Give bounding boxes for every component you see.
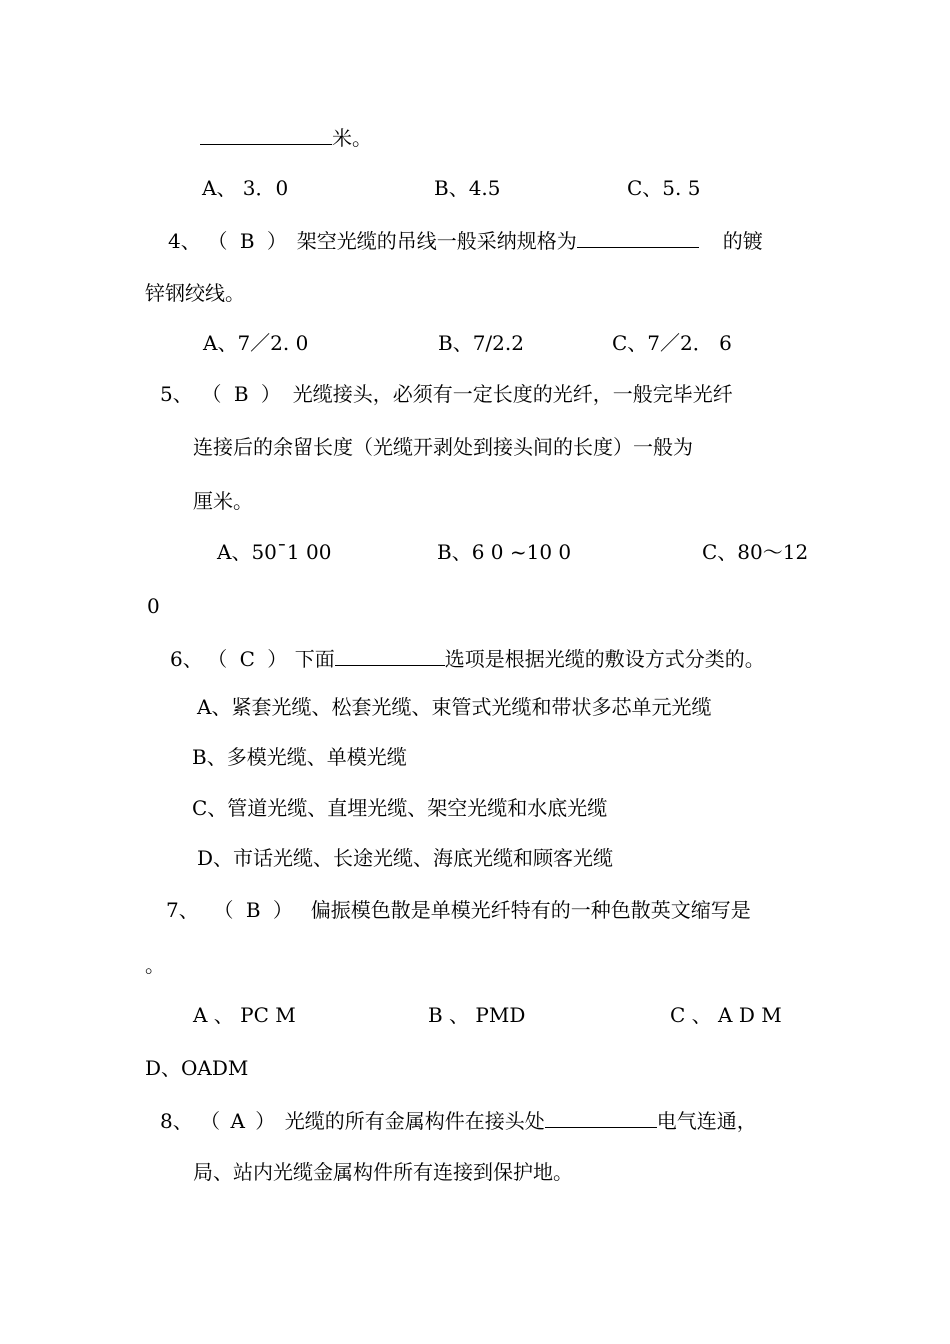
q6-answer: （ C ） <box>207 647 291 671</box>
q5-option-c-overflow: 0 <box>147 594 160 618</box>
q5-option-b: B、6 0 ~10 0 <box>437 540 572 564</box>
q6-option-b: B、多模光缆、单模光缆 <box>192 745 407 769</box>
q7-option-c: C 、 A D M <box>670 1003 782 1027</box>
q3-option-c: C、5. 5 <box>627 176 701 200</box>
q4-option-b: B、7/2.2 <box>438 331 524 355</box>
q8-answer-blank <box>545 1109 657 1128</box>
q4-option-c: C、7／2． 6 <box>612 331 732 355</box>
q3-option-b: B、4.5 <box>434 176 501 200</box>
q7-answer: （ B ） <box>213 898 296 922</box>
q4-stem-c: 锌钢绞线。 <box>145 281 245 305</box>
q3-tail-line <box>200 126 372 148</box>
q6-option-a: A、紧套光缆、松套光缆、束管式光缆和带状多芯单元光缆 <box>197 695 712 719</box>
q6-stem-a: 下面 <box>294 647 335 671</box>
q3-tail: 米。 <box>332 126 372 150</box>
q7-stem-a: 偏振模色散是单模光纤特有的一种色散英文缩写是 <box>310 898 751 922</box>
q5-stem-b: 连接后的余留长度（光缆开剥处到接头间的长度）一般为 <box>193 435 693 459</box>
q4-answer-blank <box>577 229 699 248</box>
q7-option-a: A 、 PC M <box>193 1003 296 1027</box>
q6-stem-b: 选项是根据光缆的敷设方式分类的。 <box>444 647 765 671</box>
q6-option-c: C、管道光缆、直埋光缆、架空光缆和水底光缆 <box>192 796 608 820</box>
q8-stem-b: 电气连通， <box>656 1109 757 1133</box>
q6-option-d: D、市话光缆、长途光缆、海底光缆和顾客光缆 <box>197 846 614 870</box>
q8-answer: （ A ） <box>200 1109 278 1133</box>
q7-stem-line <box>166 900 751 920</box>
q4-answer: （ B ） <box>207 229 290 253</box>
q8-number: 8、 <box>160 1109 193 1133</box>
q7-option-b: B 、 PMD <box>428 1003 526 1027</box>
q5-stem-a: 光缆接头，必须有一定长度的光纤，一般完毕光纤 <box>292 382 733 406</box>
q6-number: 6、 <box>170 647 203 671</box>
q5-stem-line <box>160 384 733 404</box>
q3-answer-blank <box>200 126 332 145</box>
q7-option-d: D、OADM <box>145 1056 249 1080</box>
q4-option-a: A、7／2. 0 <box>203 331 309 355</box>
q4-stem-a: 架空光缆的吊线一般采纳规格为 <box>296 229 577 253</box>
q4-stem-b: 的镀 <box>722 229 763 253</box>
q5-option-a: A、50¯1 00 <box>217 540 332 564</box>
q8-stem-line <box>160 1109 757 1131</box>
q7-number: 7、 <box>166 898 199 922</box>
q3-option-a: A、 3．0 <box>202 176 289 200</box>
q5-answer: （ B ） <box>201 382 284 406</box>
q7-stem-b: 。 <box>145 953 165 977</box>
q4-stem-line <box>168 229 763 251</box>
q6-stem-line <box>170 647 765 669</box>
q8-stem-c: 局、站内光缆金属构件所有连接到保护地。 <box>193 1160 573 1184</box>
q4-number: 4、 <box>168 229 201 253</box>
q8-stem-a: 光缆的所有金属构件在接头处 <box>284 1109 545 1133</box>
q5-number: 5、 <box>160 382 193 406</box>
q6-answer-blank <box>335 647 445 666</box>
q5-stem-c: 厘米。 <box>193 489 253 513</box>
q5-option-c: C、80～12 <box>702 540 809 564</box>
